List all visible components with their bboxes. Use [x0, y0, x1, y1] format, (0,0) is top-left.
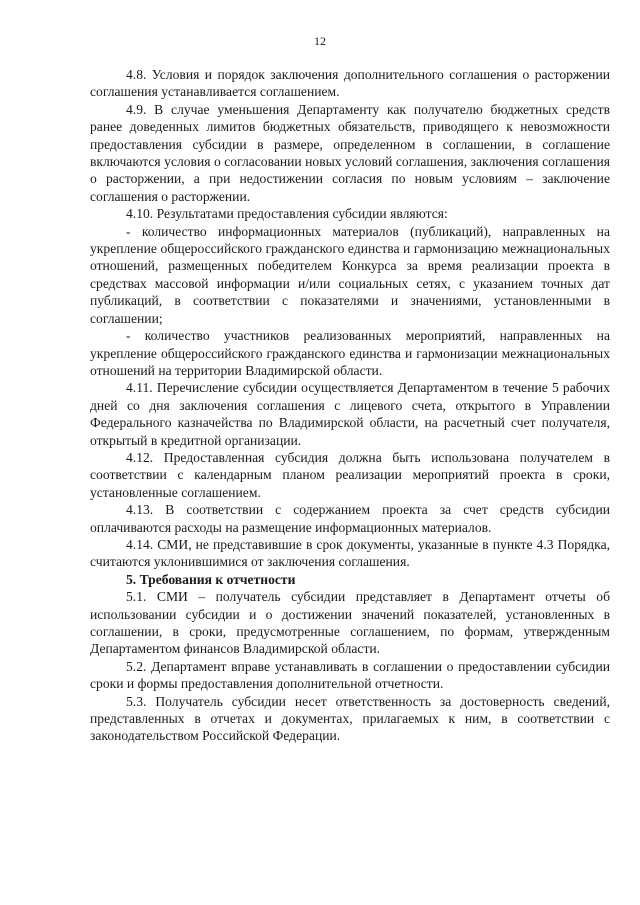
paragraph-4-10: 4.10. Результатами предоставления субсидии являются: [126, 206, 448, 222]
paragraph-4-14: 4.14. СМИ, не представившие в срок документы, указанные в пункте 4.3 Порядка, считаются уклонившимися от заключения соглашения. [90, 536, 610, 570]
paragraph-5-3: 5.3. Получатель субсидии несет ответственность за достоверность сведений, представленных в отчетах и документах, прилагаемых к ним, в соответствии с законодательством Российской Федерации. [90, 693, 610, 744]
document-body [90, 66, 610, 745]
paragraph-5-2: 5.2. Департамент вправе устанавливать в соглашении о предоставлении субсидии сроки и формы предоставления дополнительной отчетности. [90, 658, 610, 692]
list-item-participants: - количество участников реализованных мероприятий, направленных на укрепление общероссийского гражданского единства и гармонизации межнациональных отношений на территории Владимирской области. [90, 328, 610, 378]
paragraph-4-8: 4.8. Условия и порядок заключения дополнительного соглашения о расторжении соглашения устанавливается соглашением. [90, 67, 610, 100]
paragraph-5-1: 5.1. СМИ – получатель субсидии представляет в Департамент отчеты об использовании субсидии и о достижении значений показателей, установленных в соглашении, в сроки, предусмотренные соглашением, по формам, утвержденным Департаментом финансов Владимирской области. [90, 589, 610, 657]
paragraph-4-13: 4.13. В соответствии с содержанием проекта за счет средств субсидии оплачиваются расходы на размещение информационных материалов. [90, 502, 610, 535]
section-heading: 5. Требования к отчетности [126, 571, 296, 587]
page-number: 12 [314, 34, 326, 48]
paragraph-4-12: 4.12. Предоставленная субсидия должна быть использована получателем в соответствии с календарным планом реализации мероприятий проекта в сроки, установленные соглашением. [90, 449, 610, 500]
list-item-publications: - количество информационных материалов (публикаций), направленных на укрепление общероссийского гражданского единства и гармонизацию межнациональных отношений, размещенных победителем Конкурса за время реализации проекта в средствах массовой информации и/или социальных сетях, с указанием точных дат публикаций, в соответствии с показателями и значениями, установленными в соглашении; [90, 223, 610, 326]
paragraph-4-11: 4.11. Перечисление субсидии осуществляется Департаментом в течение 5 рабочих дней со дня заключения соглашения с лицевого счета, открытого в Управлении Федерального казначейства по Владимирской области, на расчетный счет получателя, открытый в кредитной организации. [90, 380, 610, 448]
paragraph-4-9: 4.9. В случае уменьшения Департаменту как получателю бюджетных средств ранее доведенных лимитов бюджетных обязательств, приводящего к невозможности предоставления субсидии в размере, определенном в соглашении, в соглашение включаются условия о согласовании новых условий соглашения, заключения соглашения о расторжении, а при недостижении согласия по новым условиям – заключение соглашения о расторжении. [90, 101, 610, 204]
